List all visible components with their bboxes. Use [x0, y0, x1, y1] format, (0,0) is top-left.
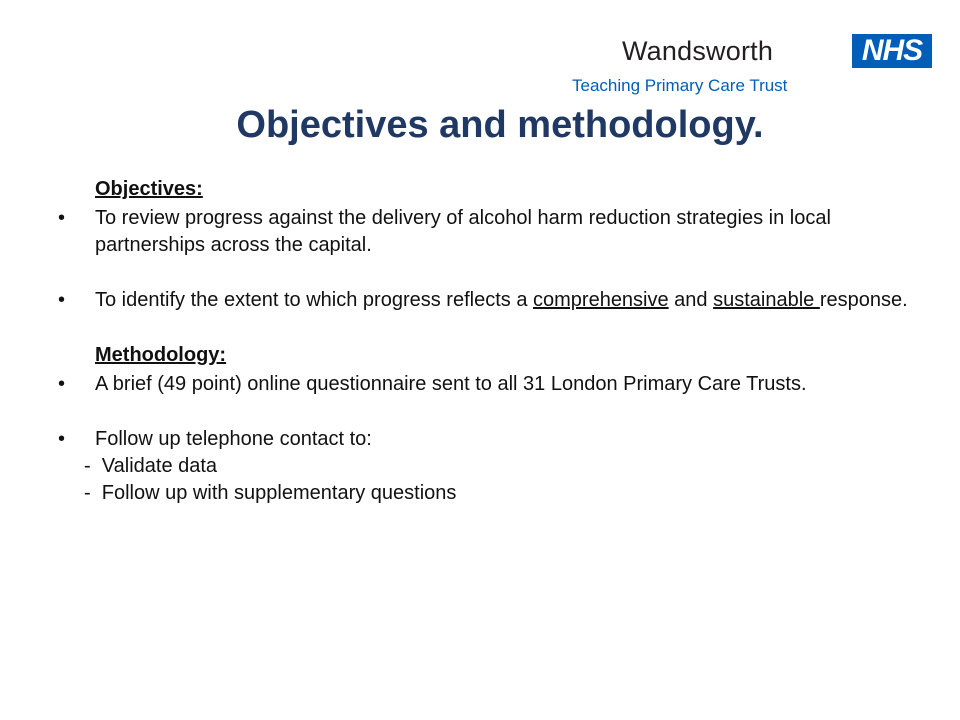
slide-content	[58, 176, 918, 507]
logo-org-name: Wandsworth	[622, 36, 774, 66]
methodology-heading: Methodology:	[95, 344, 227, 366]
sub-item-follow-up: - Follow up with supplementary questions	[84, 482, 457, 504]
objectives-bullet-2-text: To identify the extent to which progress reflects a comprehensive and sustainable response.	[95, 289, 908, 311]
sub-item-validate: - Validate data	[84, 455, 218, 477]
bullet-icon: •	[58, 428, 66, 450]
objectives-bullet-2	[58, 287, 918, 314]
bullet-icon: •	[58, 373, 66, 395]
bullet-icon: •	[58, 207, 66, 229]
underlined-comprehensive: comprehensive	[533, 289, 669, 311]
methodology-bullet-2-text: Follow up telephone contact to:	[95, 428, 372, 450]
methodology-bullet-1-text: A brief (49 point) online questionnaire sent to all 31 London Primary Care Trusts.	[95, 373, 807, 395]
methodology-bullet-1	[58, 371, 918, 398]
underlined-sustainable: sustainable	[713, 289, 820, 311]
objectives-bullet-1-text: To review progress against the delivery of alcohol harm reduction strategies in local partnerships across the capital.	[95, 207, 831, 256]
objectives-heading: Objectives:	[95, 178, 203, 200]
objectives-bullet-1	[58, 205, 918, 259]
bullet-icon: •	[58, 289, 66, 311]
nhs-logo	[572, 34, 932, 95]
methodology-bullet-2	[58, 426, 918, 453]
slide-title: Objectives and methodology.	[236, 104, 764, 146]
logo-trust-name: Teaching Primary Care Trust	[572, 76, 788, 95]
nhs-badge: NHS	[852, 34, 932, 68]
